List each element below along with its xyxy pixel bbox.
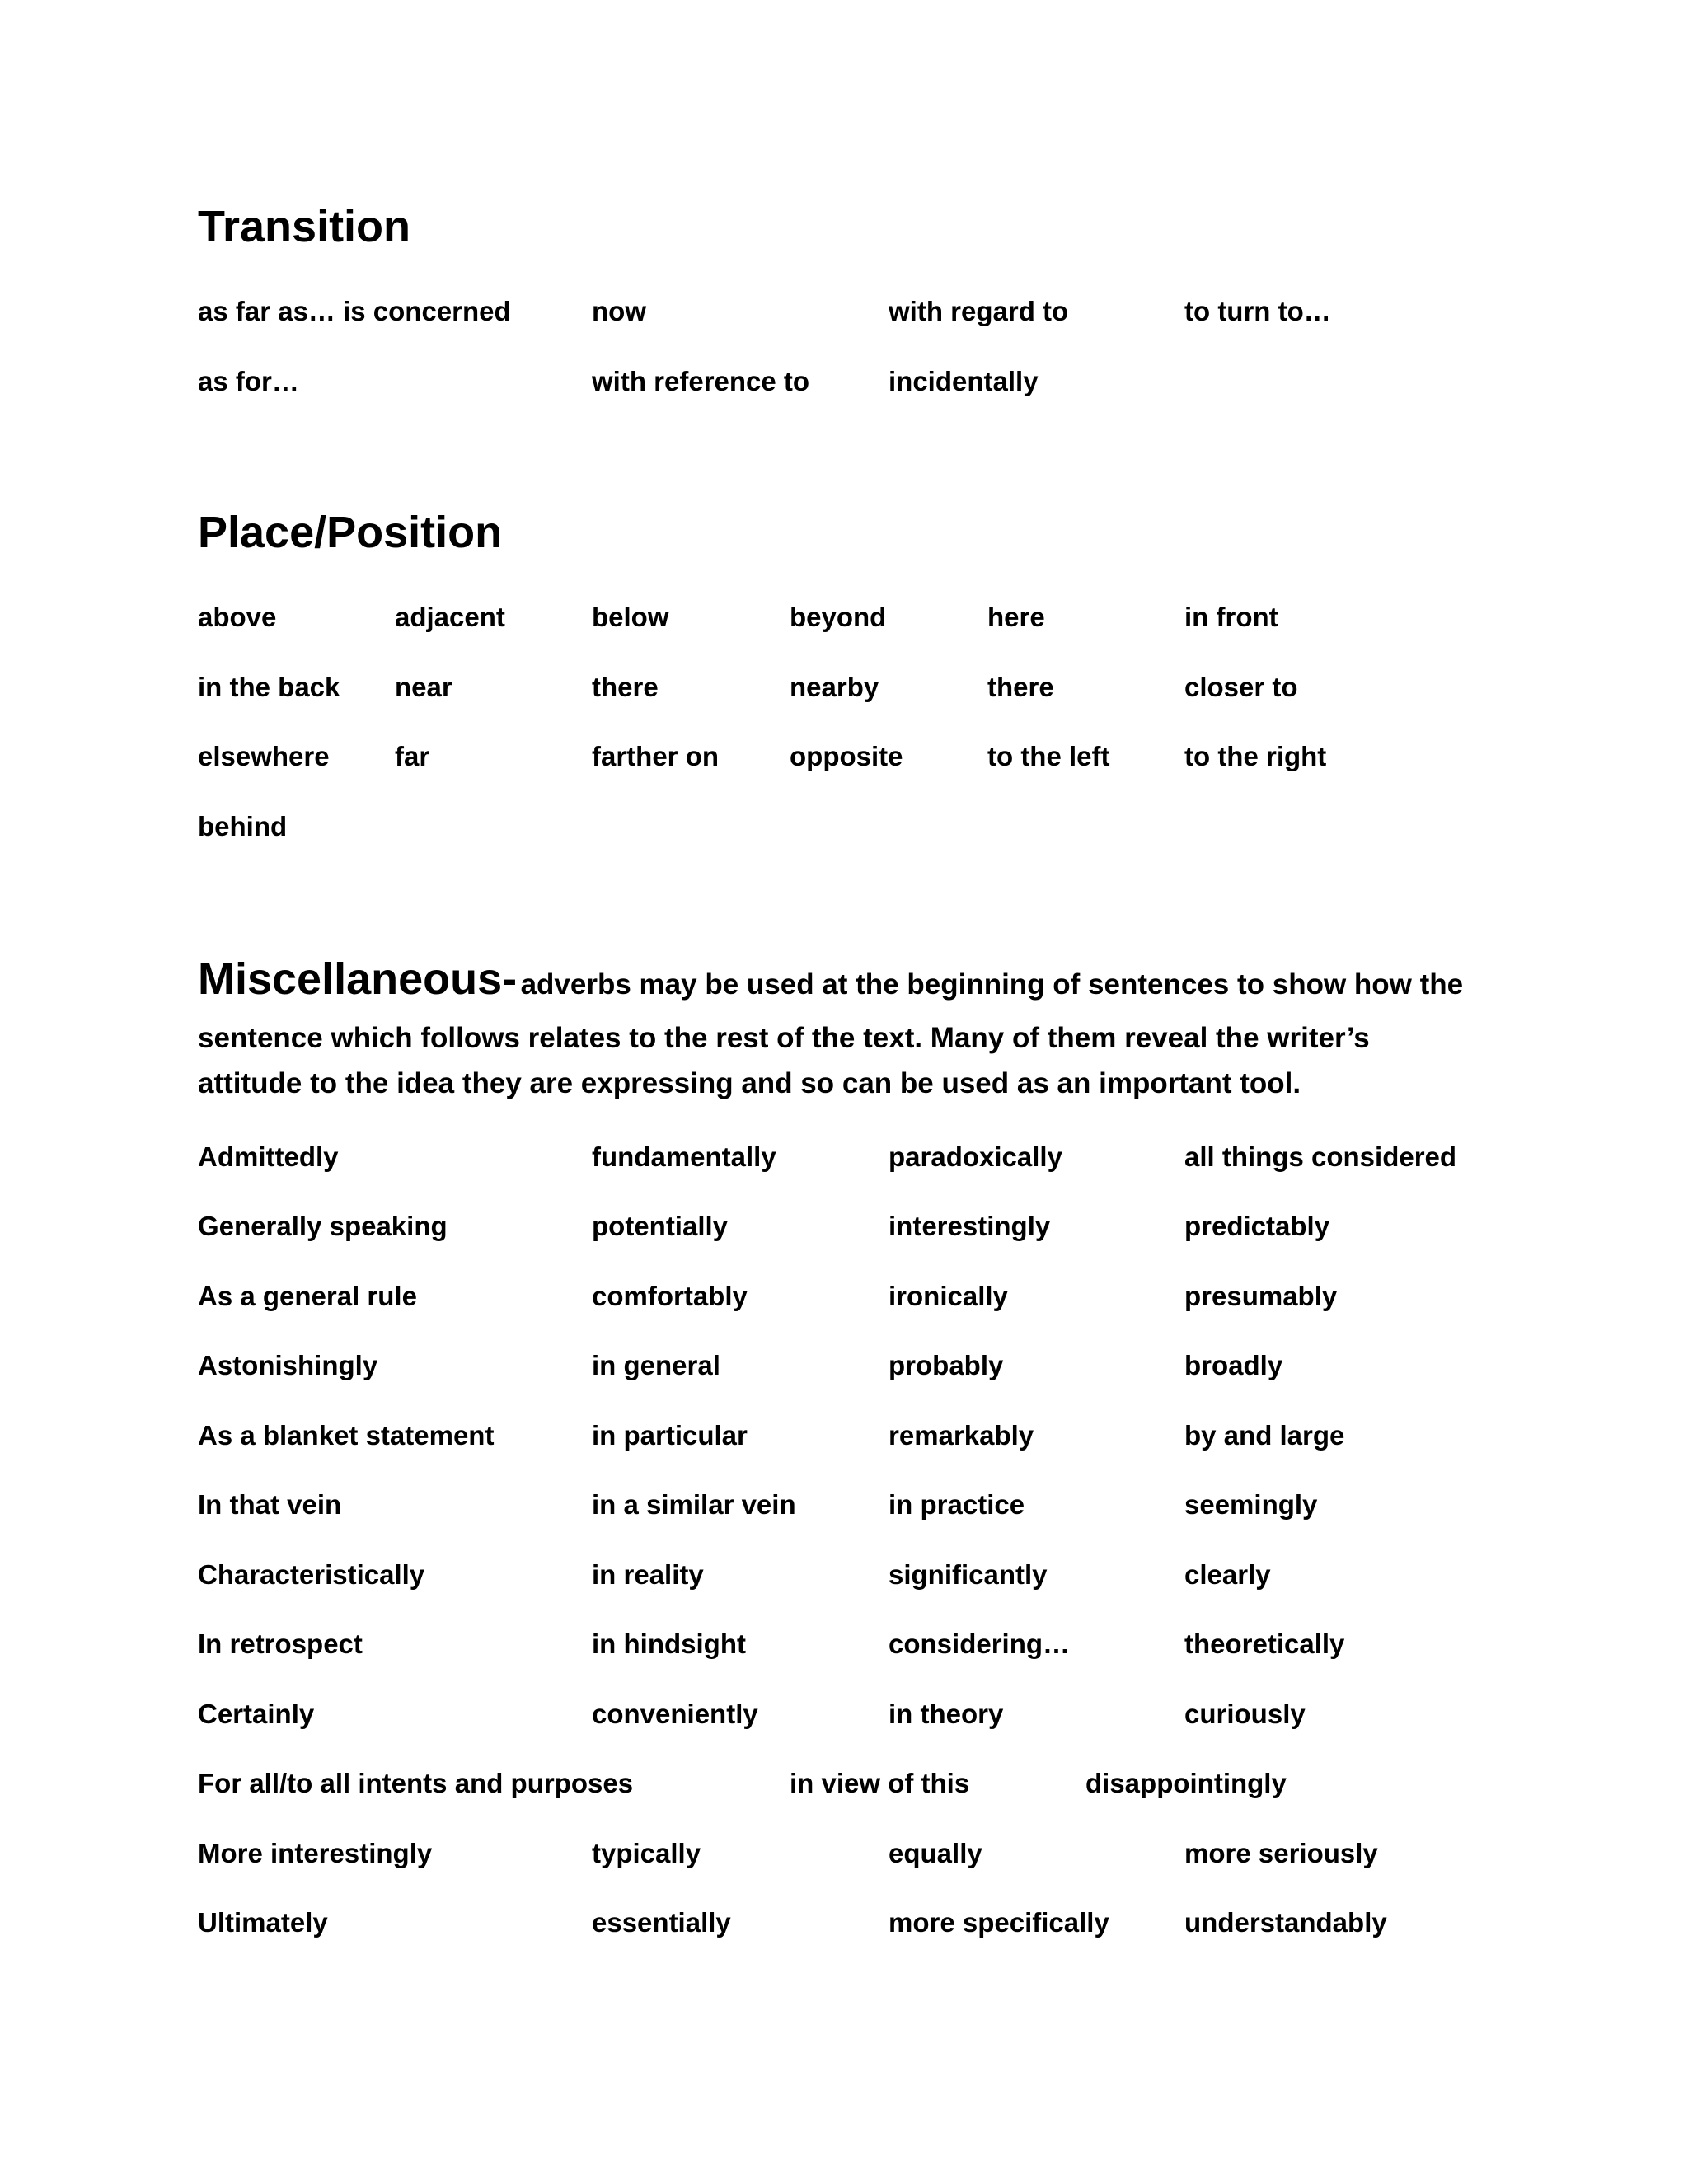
- misc-word: conveniently: [592, 1699, 758, 1729]
- misc-word: in hindsight: [592, 1629, 746, 1659]
- place-word: elsewhere: [198, 741, 330, 771]
- transition-word: with regard to: [889, 296, 1069, 326]
- misc-word: theoretically: [1184, 1629, 1345, 1659]
- place-word: to the left: [987, 741, 1110, 771]
- misc-word: For all/to all intents and purposes: [198, 1768, 634, 1798]
- misc-title: Miscellaneous-: [198, 954, 518, 1004]
- misc-word: typically: [592, 1838, 701, 1868]
- misc-word: more seriously: [1184, 1838, 1378, 1868]
- place-word: beyond: [790, 602, 887, 632]
- misc-word: remarkably: [889, 1420, 1034, 1451]
- misc-word: all things considered: [1184, 1141, 1457, 1172]
- place-word: above: [198, 602, 277, 632]
- misc-word: Astonishingly: [198, 1350, 378, 1380]
- transition-word: as for…: [198, 366, 299, 396]
- misc-word: Characteristically: [198, 1559, 425, 1590]
- misc-intro-line: attitude to the idea they are expressing and so can be used as an important tool.: [198, 1067, 1301, 1099]
- misc-word: More interestingly: [198, 1838, 433, 1868]
- misc-word: in view of this: [790, 1768, 970, 1798]
- transition-word: as far as… is concerned: [198, 296, 511, 326]
- place-word: there: [987, 672, 1054, 702]
- transition-word: now: [592, 296, 646, 326]
- misc-word: predictably: [1184, 1211, 1330, 1241]
- place-word: there: [592, 672, 659, 702]
- misc-word: in general: [592, 1350, 720, 1380]
- place-word: far: [395, 741, 430, 771]
- misc-word: comfortably: [592, 1281, 748, 1311]
- misc-word: In retrospect: [198, 1629, 363, 1659]
- misc-word: disappointingly: [1085, 1768, 1287, 1798]
- misc-word: in a similar vein: [592, 1489, 796, 1520]
- misc-word: fundamentally: [592, 1141, 776, 1172]
- place-word: below: [592, 602, 669, 632]
- place-word: in front: [1184, 602, 1278, 632]
- place-word: here: [987, 602, 1045, 632]
- misc-word: more specifically: [889, 1907, 1109, 1938]
- place-word: behind: [198, 811, 288, 841]
- misc-word: in practice: [889, 1489, 1025, 1520]
- misc-word: ironically: [889, 1281, 1008, 1311]
- place-word: in the back: [198, 672, 340, 702]
- place-heading: Place/Position: [198, 508, 503, 557]
- place-word: to the right: [1184, 741, 1327, 771]
- misc-word: in theory: [889, 1699, 1004, 1729]
- transition-word: to turn to…: [1184, 296, 1331, 326]
- place-word: closer to: [1184, 672, 1298, 702]
- misc-word: potentially: [592, 1211, 729, 1241]
- misc-word: probably: [889, 1350, 1004, 1380]
- misc-word: In that vein: [198, 1489, 342, 1520]
- misc-word: Admittedly: [198, 1141, 339, 1172]
- misc-word: in particular: [592, 1420, 748, 1451]
- misc-word: seemingly: [1184, 1489, 1318, 1520]
- misc-word: essentially: [592, 1907, 731, 1938]
- misc-word: broadly: [1184, 1350, 1283, 1380]
- transition-word: incidentally: [889, 366, 1039, 396]
- place-word: opposite: [790, 741, 903, 771]
- place-word: near: [395, 672, 452, 702]
- misc-word: interestingly: [889, 1211, 1051, 1241]
- transition-word: with reference to: [592, 366, 810, 396]
- misc-word: in reality: [592, 1559, 704, 1590]
- misc-word: Certainly: [198, 1699, 315, 1729]
- misc-word: presumably: [1184, 1281, 1338, 1311]
- misc-intro-line: sentence which follows relates to the rest of the text. Many of them reveal the writer’s: [198, 1022, 1370, 1054]
- misc-word: significantly: [889, 1559, 1048, 1590]
- misc-word: As a blanket statement: [198, 1420, 495, 1451]
- place-word: adjacent: [395, 602, 505, 632]
- misc-word: understandably: [1184, 1907, 1387, 1938]
- misc-heading: [198, 954, 1463, 1016]
- misc-word: clearly: [1184, 1559, 1271, 1590]
- misc-word: Generally speaking: [198, 1211, 448, 1241]
- misc-word: paradoxically: [889, 1141, 1062, 1172]
- misc-word: by and large: [1184, 1420, 1345, 1451]
- misc-word: As a general rule: [198, 1281, 417, 1311]
- misc-intro-lead: adverbs may be used at the beginning of sentences to show how the: [520, 968, 1464, 1001]
- misc-word: Ultimately: [198, 1907, 328, 1938]
- transition-heading: Transition: [198, 202, 411, 251]
- misc-word: equally: [889, 1838, 982, 1868]
- misc-word: curiously: [1184, 1699, 1306, 1729]
- misc-word: considering…: [889, 1629, 1071, 1659]
- place-word: farther on: [592, 741, 720, 771]
- place-word: nearby: [790, 672, 879, 702]
